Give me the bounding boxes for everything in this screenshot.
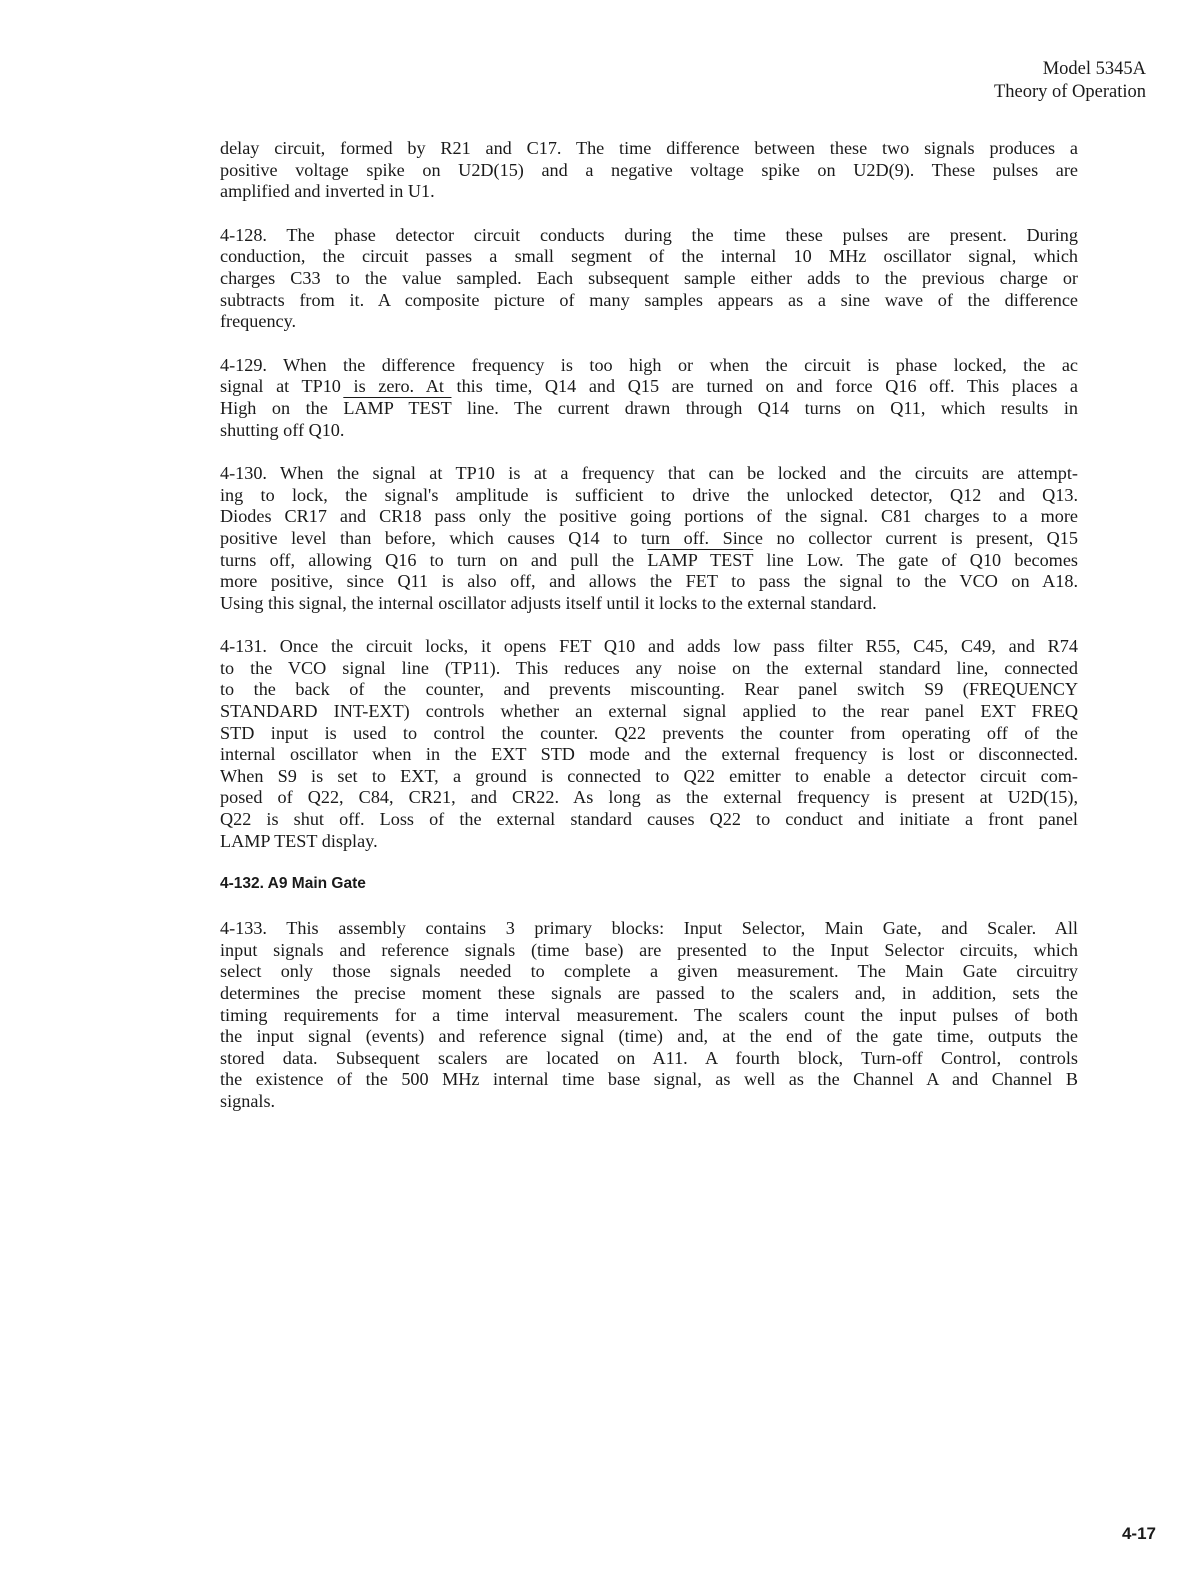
text-line: When S9 is set to EXT, a ground is connected to Q22 emitter to enable a detector circuit com- [220, 765, 1078, 786]
text-line: internal oscillator when in the EXT STD mode and the external frequency is lost or disconnected. [220, 744, 1078, 765]
text-line: the existence of the 500 MHz internal time base signal, as well as the Channel A and Channel B [220, 1069, 1078, 1090]
text-line: Using this signal, the internal oscillator adjusts itself until it locks to the external standard. [220, 592, 877, 613]
text-line [220, 550, 1078, 572]
text-line: positive voltage spike on U2D(15) and a negative voltage spike on U2D(9). These pulses are [220, 159, 1078, 180]
paragraph-4-133 [220, 918, 1078, 1112]
text-line: ing to lock, the signal's amplitude is sufficient to drive the unlocked detector, Q12 and Q13. [220, 484, 1078, 505]
page-body [220, 138, 1078, 1135]
text-line: amplified and inverted in U1. [220, 181, 435, 202]
lamp-test-signal: LAMP TEST [343, 397, 452, 418]
text-line: Q22 is shut off. Loss of the external standard causes Q22 to conduct and initiate a front panel [220, 809, 1078, 830]
text-line: Diodes CR17 and CR18 pass only the positive going portions of the signal. C81 charges to a more [220, 506, 1078, 527]
text-line: charges C33 to the value sampled. Each subsequent sample either adds to the previous charge or [220, 267, 1078, 288]
text-line: 4-131. Once the circuit locks, it opens FET Q10 and adds low pass filter R55, C45, C49, and R74 [220, 636, 1078, 657]
paragraph-4-130 [220, 463, 1078, 614]
text-fragment: High on the [220, 397, 344, 418]
lamp-test-signal: LAMP TEST [647, 549, 754, 570]
text-fragment: line. The current drawn through Q14 turns on Q11, which results in [451, 397, 1078, 418]
text-fragment: line Low. The gate of Q10 becomes [753, 549, 1078, 570]
text-line [220, 398, 1078, 420]
text-line: posed of Q22, C84, CR21, and CR22. As long as the external frequency is present at U2D(15), [220, 787, 1078, 808]
page-header [994, 58, 1146, 104]
text-line: shutting off Q10. [220, 419, 345, 440]
model-label: Model 5345A [1042, 59, 1146, 79]
text-line: to the VCO signal line (TP11). This reduces any noise on the external standard line, connected [220, 657, 1078, 678]
text-fragment: turns off, allowing Q16 to turn on and pull the [220, 549, 648, 570]
paragraph-continuation [220, 138, 1078, 203]
text-line: more positive, since Q11 is also off, and allows the FET to pass the signal to the VCO on A18. [220, 571, 1078, 592]
text-line: signal at TP10 is zero. At this time, Q14 and Q15 are turned on and force Q16 off. This places a [220, 376, 1078, 397]
section-label: Theory of Operation [993, 82, 1146, 102]
text-line: subtracts from it. A composite picture of many samples appears as a sine wave of the difference [220, 289, 1078, 310]
text-line: determines the precise moment these signals are passed to the scalers and, in addition, sets the [220, 983, 1078, 1003]
text-line: STD input is used to control the counter. Q22 prevents the counter from operating off of the [220, 722, 1078, 743]
text-line: 4-130. When the signal at TP10 is at a frequency that can be locked and the circuits are attempt- [220, 463, 1078, 484]
text-line: conduction, the circuit passes a small segment of the internal 10 MHz oscillator signal, which [220, 246, 1078, 267]
text-line: stored data. Subsequent scalers are located on A11. A fourth block, Turn-off Control, controls [220, 1047, 1078, 1068]
text-line: select only those signals needed to complete a given measurement. The Main Gate circuitry [220, 961, 1078, 982]
paragraph-4-128 [220, 225, 1078, 333]
text-line: input signals and reference signals (time base) are presented to the Input Selector circuits, which [220, 939, 1078, 960]
text-line: 4-133. This assembly contains 3 primary blocks: Input Selector, Main Gate, and Scaler. All [220, 918, 1078, 939]
page-number: 4-17 [1121, 1524, 1156, 1543]
paragraph-4-131 [220, 636, 1078, 852]
text-line: LAMP TEST display. [220, 830, 378, 851]
text-line: to the back of the counter, and prevents miscounting. Rear panel switch S9 (FREQUENCY [220, 679, 1078, 700]
text-line: signals. [220, 1090, 276, 1111]
text-line: frequency. [220, 311, 297, 332]
text-line: positive level than before, which causes Q14 to turn off. Since no collector current is present, Q15 [220, 527, 1078, 548]
text-line: delay circuit, formed by R21 and C17. The time difference between these two signals produces a [220, 138, 1078, 158]
text-line: 4-129. When the difference frequency is too high or when the circuit is phase locked, the ac [220, 354, 1078, 375]
text-line: STANDARD INT-EXT) controls whether an external signal applied to the rear panel EXT FREQ [220, 701, 1078, 722]
text-line: 4-128. The phase detector circuit conducts during the time these pulses are present. During [220, 224, 1078, 245]
text-line: the input signal (events) and reference signal (time) and, at the end of the gate time, outputs the [220, 1026, 1078, 1047]
text-line: timing requirements for a time interval measurement. The scalers count the input pulses of both [220, 1004, 1078, 1025]
paragraph-4-129 [220, 355, 1078, 441]
section-heading: 4-132. A9 Main Gate [220, 875, 366, 893]
